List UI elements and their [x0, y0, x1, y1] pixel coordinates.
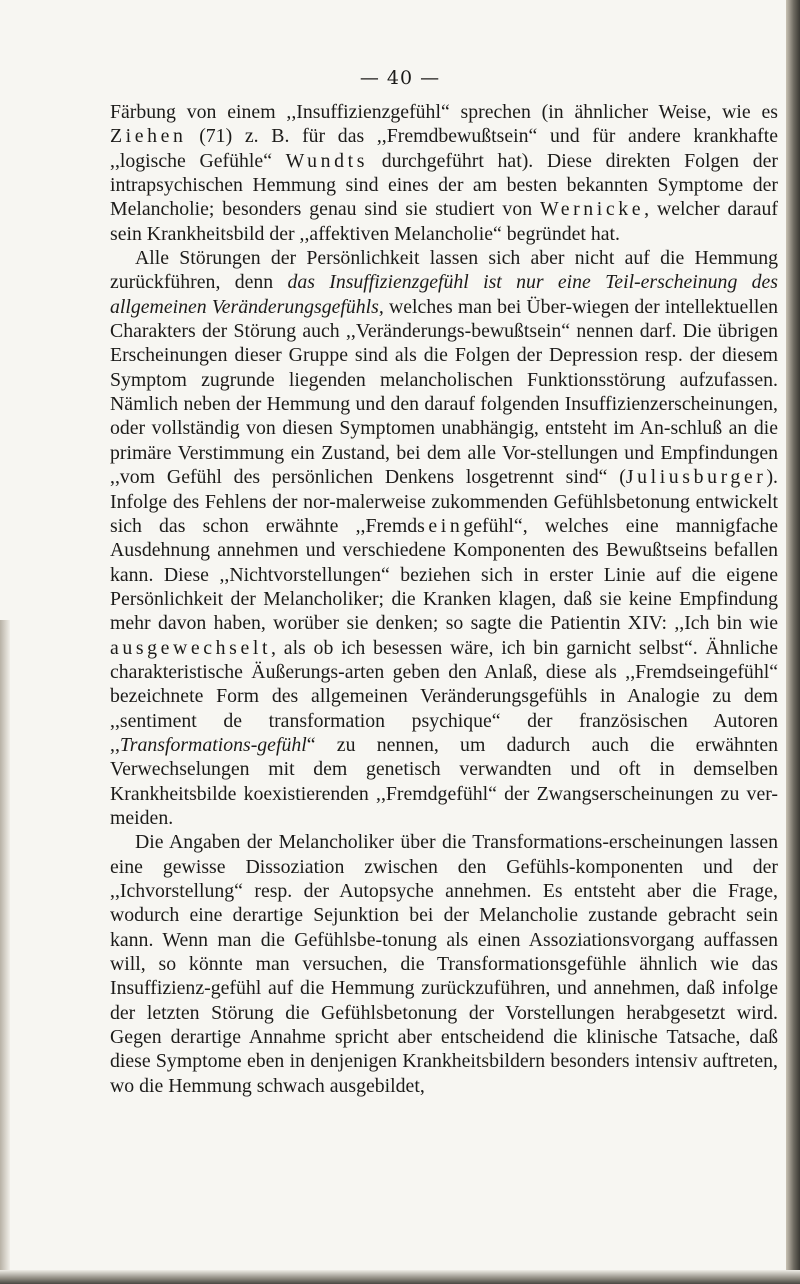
paragraph-3: Die Angaben der Melancholiker über die Transformations-erscheinungen lassen eine gewisse Dissoziation zwischen den Gefühls-komponenten und der ,,Ichvorstellung“ resp. der Autopsyche annehmen. Es entsteht aber die Frage, wodurch eine derartige Sejunktion bei der Melancholie zustande gebracht sein kann. Wenn man die Gefühlsbe-tonung als einen Assoziationsvorgang auffassen will, so könnte man versuchen, die Transformationsgefühle ähnlich wie das Insuffizienz-gefühl auf die Hemmung zurückzuführen, und annehmen, daß infolge der letzten Störung die Gefühlsbetonung der Vorstellungen herabgesetzt wird. Gegen derartige Annahme spricht aber entscheidend die klinische Tatsache, daß diese Symptome eben in denjenigen Krankheitsbildern besonders intensiv auftreten, wo die Hemmung schwach ausgebildet,: [110, 831, 778, 1097]
emphasis-spaced: Wernicke: [540, 198, 645, 221]
page-number: — 40 —: [359, 67, 441, 89]
emphasis-spaced: Wundts: [285, 149, 369, 172]
page-shadow-bottom: [0, 1270, 800, 1284]
body-text: [110, 100, 778, 1098]
emphasis-spaced: ausgewechselt: [110, 636, 272, 659]
emphasis-spaced: sein: [417, 514, 464, 537]
book-spine-edge: [786, 0, 800, 1284]
emphasis-spaced: Ziehen: [110, 125, 187, 148]
page-shadow-left: [0, 620, 10, 1284]
emphasis-italic: Transformations-gefühl: [119, 733, 307, 756]
emphasis-spaced: Juliusburger: [625, 466, 767, 489]
emphasis-italic: das Insuffizienzgefühl ist nur eine Teil-erscheinung des allgemeinen Veränderungsgefühls,: [110, 271, 778, 318]
paragraph-2: Alle Störungen der Persönlichkeit lassen sich aber nicht auf die Hemmung zurückführen, denn das Insuffizienzgefühl ist nur eine Teil-erscheinung des allgemeinen Veränderungsgefühls, welches man bei Über-wiegen der intellektuellen Charakters der Störung auch ,,Veränderungs-bewußtsein“ nennen darf. Die übrigen Erscheinungen dieser Gruppe sind als die Folgen der Depression resp. der diesem Symptom zugrunde liegenden melancholischen Funktionsstörung aufzufassen. Nämlich neben der Hemmung und den darauf folgenden Insuffizienzerscheinungen, oder vollständig von diesen Symptomen unabhängig, entsteht im An-schluß an die primäre Verstimmung ein Zustand, bei dem alle Vor-stellungen und Empfindungen ,,vom Gefühl des persönlichen Denkens losgetrennt sind“ (Juliusburger). Infolge des Fehlens der nor-malerweise zukommenden Gefühlsbetonung entwickelt sich das schon erwähnte ,,Fremdseingefühl“, welches eine mannigfache Ausdehnung annehmen und verschiedene Komponenten des Bewußtseins befallen kann. Diese ,,Nichtvorstellungen“ beziehen sich in erster Linie auf die eigene Persönlichkeit der Melancholiker; die Kranken klagen, daß sie keine Empfindung mehr davon haben, worüber sie denken; so sagte die Patientin XIV: ,,Ich bin wie ausgewechselt, als ob ich besessen wäre, ich bin garnicht selbst“. Ähnliche charakteristische Äußerungs-arten geben den Anlaß, diese als ,,Fremdseingefühl“ bezeichnete Form des allgemeinen Veränderungsgefühls in Analogie zu dem ,,sentiment de transformation psychique“ der französischen Autoren ,,Transformations-gefühl“ zu nennen, um dadurch auch die erwähnten Verwechselungen mit dem genetisch verwandten und oft in demselben Krankheitsbilde koexistierenden ,,Fremdgefühl“ der Zwangserscheinungen zu ver-meiden.: [110, 247, 778, 829]
paragraph-1: Färbung von einem ,,Insuffizienzgefühl“ sprechen (in ähnlicher Weise, wie es Ziehen (71) z. B. für das ,,Fremdbewußtsein“ und für andere krankhafte ,,logische Gefühle“ Wundts durchgeführt hat). Diese direkten Folgen der intrapsychischen Hemmung sind eines der am besten bekannten Symptome der Melancholie; besonders genau sind sie studiert von Wernicke, welcher darauf sein Krankheitsbild der ,,affektiven Melancholie“ begründet hat.: [110, 101, 779, 245]
